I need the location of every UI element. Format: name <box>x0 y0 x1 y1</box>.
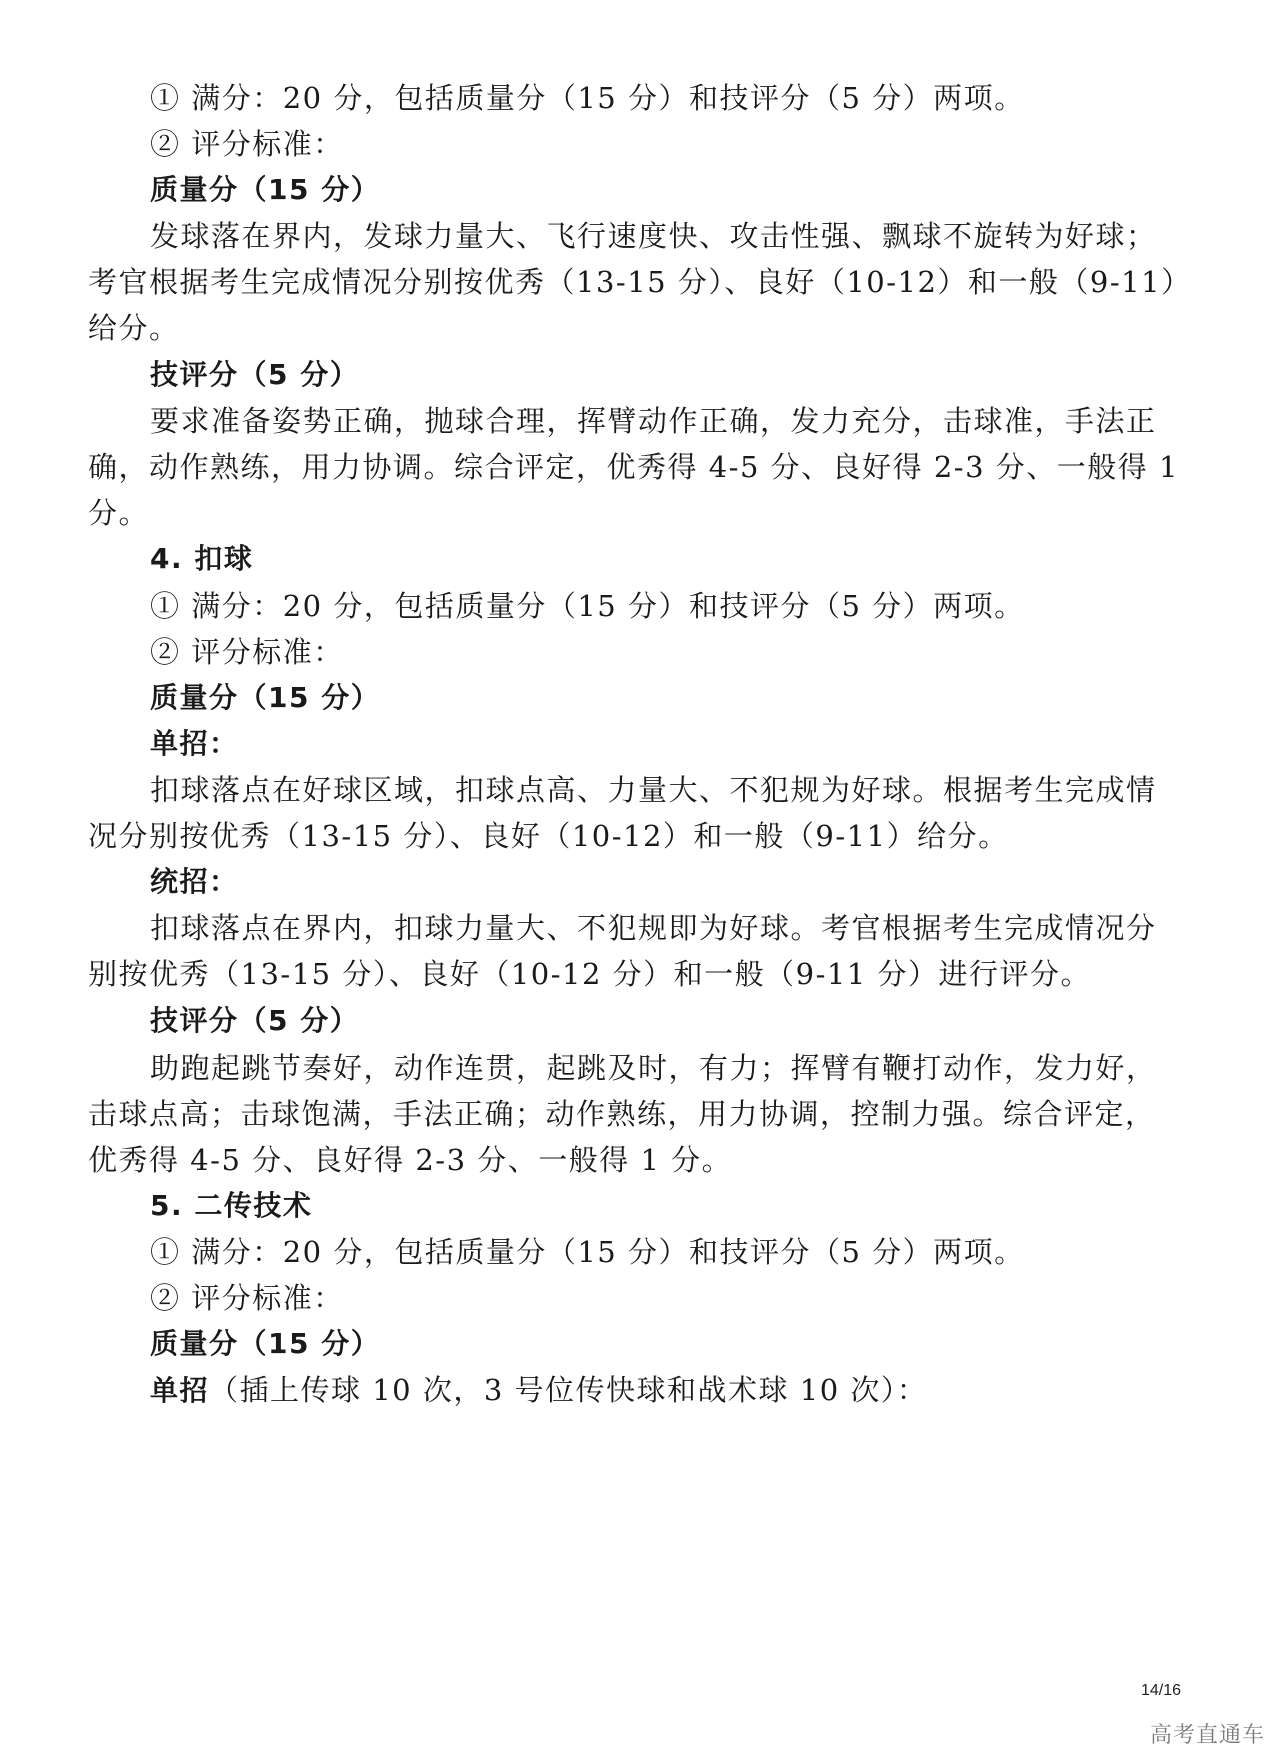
paragraph-line: 优秀得 4-5 分、良好得 2-3 分、一般得 1 分。 <box>88 1143 733 1177</box>
single-enrollment-detail: （插上传球 10 次，3 号位传快球和战术球 10 次）： <box>209 1373 928 1407</box>
single-enrollment-heading: 单招： <box>150 727 239 760</box>
paragraph-line: 别按优秀（13-15 分）、良好（10-12 分）和一般（9-11 分）进行评分。 <box>88 957 1092 991</box>
technique-score-heading: 技评分（5 分） <box>150 358 360 391</box>
full-score-line: ① 满分：20 分，包括质量分（15 分）和技评分（5 分）两项。 <box>150 589 1025 623</box>
quality-score-heading: 质量分（15 分） <box>150 681 381 714</box>
section-heading-setting: 5. 二传技术 <box>150 1189 313 1222</box>
paragraph-line: 发球落在界内，发球力量大、飞行速度快、攻击性强、飘球不旋转为好球； <box>150 219 1157 253</box>
paragraph-line: 助跑起跳节奏好，动作连贯，起跳及时，有力；挥臂有鞭打动作，发力好， <box>150 1051 1157 1085</box>
single-enrollment-label: 单招 <box>150 1374 210 1407</box>
paragraph-line: 况分别按优秀（13-15 分）、良好（10-12）和一般（9-11）给分。 <box>88 819 1009 853</box>
paragraph-line: 确，动作熟练，用力协调。综合评定，优秀得 4-5 分、良好得 2-3 分、一般得 1 <box>88 450 1179 484</box>
page-number: 14/16 <box>1141 1682 1182 1699</box>
single-enrollment-line <box>150 1372 927 1409</box>
scoring-standard-line: ② 评分标准： <box>150 635 344 669</box>
section-heading-spike: 4. 扣球 <box>150 542 254 575</box>
quality-score-heading: 质量分（15 分） <box>150 173 381 206</box>
paragraph-line: 分。 <box>88 496 150 530</box>
paragraph-line: 扣球落点在好球区域，扣球点高、力量大、不犯规为好球。根据考生完成情 <box>150 773 1157 807</box>
scoring-standard-line: ② 评分标准： <box>150 127 344 161</box>
paragraph-line: 要求准备姿势正确，抛球合理，挥臂动作正确，发力充分，击球准，手法正 <box>150 404 1157 438</box>
scoring-standard-line: ② 评分标准： <box>150 1281 344 1315</box>
watermark: 高考直通车 <box>1150 1723 1266 1748</box>
unified-enrollment-heading: 统招： <box>150 865 239 898</box>
paragraph-line: 考官根据考生完成情况分别按优秀（13-15 分）、良好（10-12）和一般（9-11） <box>88 265 1192 299</box>
full-score-line: ① 满分：20 分，包括质量分（15 分）和技评分（5 分）两项。 <box>150 1235 1025 1269</box>
paragraph-line: 击球点高；击球饱满，手法正确；动作熟练，用力协调，控制力强。综合评定， <box>88 1097 1156 1131</box>
paragraph-line: 给分。 <box>88 311 180 345</box>
quality-score-heading: 质量分（15 分） <box>150 1327 381 1360</box>
full-score-line: ① 满分：20 分，包括质量分（15 分）和技评分（5 分）两项。 <box>150 81 1025 115</box>
paragraph-line: 扣球落点在界内，扣球力量大、不犯规即为好球。考官根据考生完成情况分 <box>150 911 1157 945</box>
technique-score-heading: 技评分（5 分） <box>150 1004 360 1037</box>
